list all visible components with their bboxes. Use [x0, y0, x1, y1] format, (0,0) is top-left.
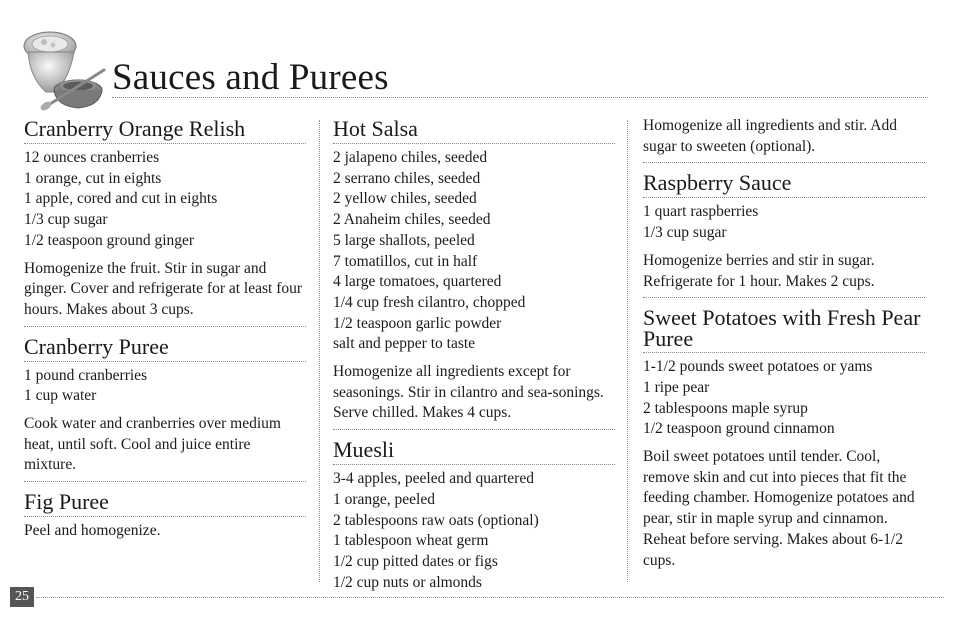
- ingredient-item: 1/2 teaspoon ground ginger: [24, 231, 195, 249]
- ingredient-list: [643, 357, 925, 440]
- ingredient-item: 1/2 cup pitted dates or figs: [333, 552, 498, 570]
- recipe-fig-puree: [24, 481, 306, 547]
- recipe-cranberry-puree: [24, 326, 306, 482]
- ingredient-item: 1/2 teaspoon ground cinnamon: [643, 420, 835, 438]
- ingredient-item: 1/2 cup nuts or almonds: [333, 573, 482, 591]
- ingredient-item: 1 pound cranberries: [24, 366, 148, 384]
- ingredient-item: 2 serrano chiles, seeded: [333, 169, 481, 187]
- page-title: Sauces and Purees: [112, 57, 389, 98]
- ingredient-list: [24, 366, 306, 407]
- ingredient-list: [333, 148, 615, 355]
- recipe-muesli-continued: [643, 116, 925, 162]
- column-divider: [319, 120, 320, 582]
- ingredient-item: 1 tablespoon wheat germ: [333, 532, 489, 550]
- recipe-instructions: Boil sweet potatoes until tender. Cool, remove skin and cut into pieces that fit the feeding chamber. Homogenize potatoes and pear, stir in maple syrup and cinnamon. Reheat before serving. Makes about 6-1/2 cups.: [643, 448, 915, 569]
- recipe-cranberry-orange-relish: [24, 116, 306, 326]
- ingredient-item: 1-1/2 pounds sweet potatoes or yams: [643, 358, 873, 376]
- recipe-title: Sweet Potatoes with Fresh Pear Puree: [643, 305, 925, 353]
- ingredient-list: [24, 148, 306, 252]
- recipe-raspberry-sauce: [643, 162, 925, 297]
- ingredient-list: [333, 469, 615, 593]
- recipe-instructions: Peel and homogenize.: [24, 522, 161, 540]
- recipe-title: Raspberry Sauce: [643, 170, 925, 198]
- ingredient-item: 12 ounces cranberries: [24, 149, 160, 166]
- ingredient-item: 1 cup water: [24, 387, 97, 405]
- column-right: [643, 116, 925, 576]
- ingredient-item: 2 tablespoons raw oats (optional): [333, 511, 539, 529]
- recipe-title: Muesli: [333, 437, 615, 465]
- page-number: 25: [10, 587, 34, 607]
- ingredient-item: 5 large shallots, peeled: [333, 231, 475, 249]
- ingredient-item: 1 quart raspberries: [643, 203, 759, 221]
- ingredient-item: 1/4 cup fresh cilantro, chopped: [333, 293, 526, 311]
- ingredient-item: 2 jalapeno chiles, seeded: [333, 149, 488, 166]
- recipe-title: Hot Salsa: [333, 116, 615, 144]
- recipe-instructions: Homogenize all ingredients except for seasonings. Stir in cilantro and sea-sonings. Serve chilled. Makes 4 cups.: [333, 363, 604, 422]
- recipe-title: Cranberry Orange Relish: [24, 116, 306, 144]
- ingredient-list: [643, 202, 925, 243]
- ingredient-item: 1/3 cup sugar: [643, 224, 727, 242]
- recipe-instructions: Cook water and cranberries over medium heat, until soft. Cool and juice entire mixture.: [24, 415, 281, 474]
- ingredient-item: 1/3 cup sugar: [24, 211, 108, 229]
- ingredient-item: 2 tablespoons maple syrup: [643, 399, 808, 417]
- footer-divider: [36, 597, 944, 598]
- recipe-instructions: Homogenize the fruit. Stir in sugar and ginger. Cover and refrigerate for at least four hours. Makes about 3 cups.: [24, 259, 303, 318]
- recipe-sweet-potatoes: [643, 297, 925, 576]
- recipe-title: Cranberry Puree: [24, 334, 306, 362]
- recipe-instructions: Homogenize all ingredients and stir. Add sugar to sweeten (optional).: [643, 117, 897, 155]
- ingredient-item: 1/2 teaspoon garlic powder: [333, 314, 502, 332]
- ingredient-item: 3-4 apples, peeled and quartered: [333, 470, 534, 488]
- ingredient-item: 2 yellow chiles, seeded: [333, 190, 477, 208]
- ingredient-item: salt and pepper to taste: [333, 335, 476, 353]
- column-divider: [627, 120, 628, 582]
- column-left: [24, 116, 306, 547]
- ingredient-item: 4 large tomatoes, quartered: [333, 273, 502, 291]
- recipe-title: Fig Puree: [24, 489, 306, 517]
- title-divider: [112, 97, 928, 98]
- ingredient-item: 1 apple, cored and cut in eights: [24, 190, 218, 208]
- ingredient-item: 2 Anaheim chiles, seeded: [333, 211, 491, 229]
- column-middle: [333, 116, 615, 598]
- recipe-instructions: Homogenize berries and stir in sugar. Refrigerate for 1 hour. Makes 2 cups.: [643, 251, 875, 290]
- ingredient-item: 1 ripe pear: [643, 378, 710, 396]
- recipe-muesli: [333, 429, 615, 598]
- ingredient-item: 1 orange, peeled: [333, 490, 435, 508]
- ingredient-item: 1 orange, cut in eights: [24, 169, 162, 187]
- recipe-hot-salsa: [333, 116, 615, 429]
- ingredient-item: 7 tomatillos, cut in half: [333, 252, 478, 270]
- sauce-bowl-icon: [20, 26, 108, 112]
